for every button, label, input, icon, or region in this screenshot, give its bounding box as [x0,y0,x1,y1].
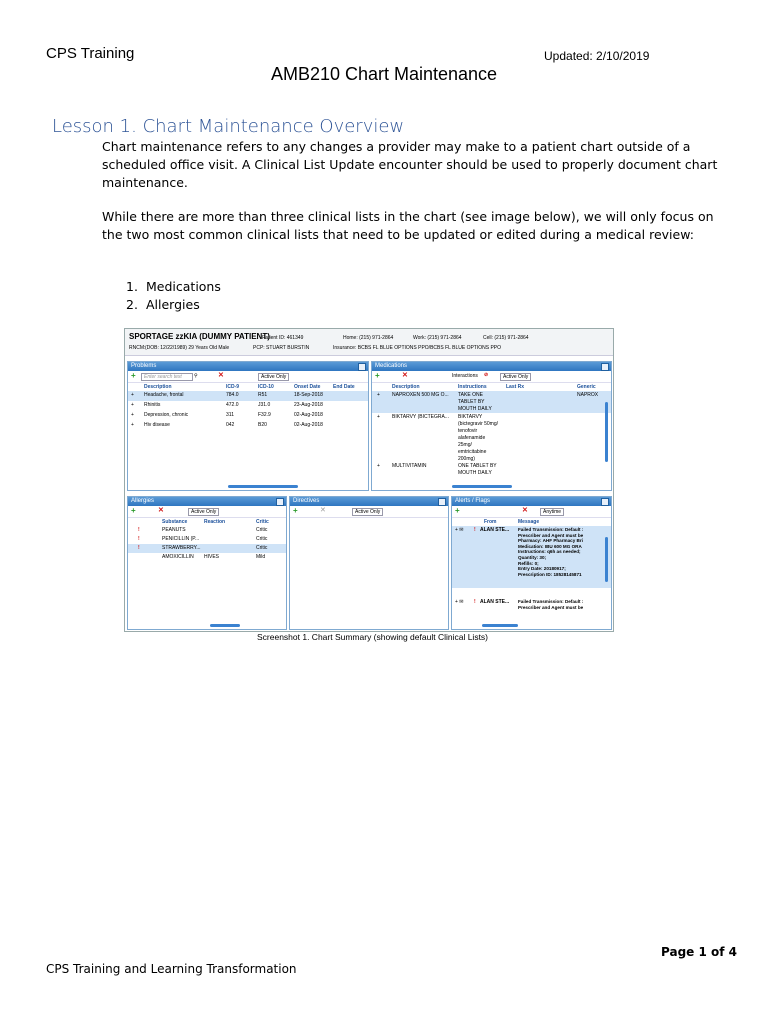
list-item: 2. Allergies [126,297,200,312]
directives-title: Directives [290,497,448,506]
no-interactions-icon: ⊘ [484,372,489,378]
patient-name: SPORTAGE zzKIA (DUMMY PATIENT) [129,332,270,341]
paragraph-2: While there are more than three clinical lists in the chart (see image below), we will only focus on the two most common clinical lists that need to be updated or edited during a medical review: [102,209,714,242]
page-number: Page 1 of 4 [661,945,737,959]
filter-select[interactable]: Active Only [500,373,531,381]
directives-toolbar [290,506,448,518]
patient-banner [125,329,613,356]
insurance: Insurance: BCBS FL BLUE OPTIONS PPO/BCBS FL BLUE OPTIONS PPO [333,345,502,351]
medications-title: Medications [372,362,611,371]
rncm: RNCM: [129,345,146,351]
maximize-icon[interactable] [438,498,446,506]
paragraph-1: Chart maintenance refers to any changes a provider may make to a patient chart outside of a scheduled office visit. A Clinical List Update encounter should be used to properly document chart maintenance. [102,139,718,190]
alerts-header: From Message [484,519,540,525]
problems-panel [127,361,369,491]
table-row[interactable]: + ✉ ! ALAN STE... Failed Transmission: Default : Prescriber and Agent must be [455,599,584,610]
alerts-title: Alerts / Flags [452,497,611,506]
table-row[interactable]: + Depression, chronic 311 F32.9 02-Aug-2018 [131,412,323,418]
add-icon[interactable]: + [375,371,380,380]
patient-id: Patient ID: 461349 [262,335,304,341]
home-phone: Home: (215) 971-2864 [343,335,394,341]
chart-summary-screenshot [124,328,614,632]
table-row[interactable]: ! STRAWBERRY... Critic [128,544,286,553]
allergies-panel [127,496,287,630]
clinical-list [126,278,221,314]
table-row[interactable]: + Rhinitis 472.0 J31.0 23-Aug-2018 [131,402,323,408]
filter-select[interactable]: Anytime [540,508,564,516]
filter-select[interactable]: Active Only [352,508,383,516]
maximize-icon[interactable] [601,363,609,371]
maximize-icon[interactable] [276,498,284,506]
delete-icon[interactable]: ✕ [402,372,408,379]
medications-header: Description Instructions Last Rx Generic [392,384,596,390]
table-row[interactable]: AMOXICILLIN HIVES Mild [162,554,266,560]
delete-icon[interactable]: ✕ [158,507,164,514]
footer-text: CPS Training and Learning Transformation [46,962,297,976]
directives-panel [289,496,449,630]
problems-toolbar [128,371,368,383]
table-row[interactable]: + Headache, frontal 784.0 R51 18-Sep-2018 [128,391,368,401]
maximize-icon[interactable] [601,498,609,506]
horizontal-scrollbar[interactable] [210,624,240,627]
table-row[interactable]: + Hiv disease 042 B20 02-Aug-2018 [131,422,323,428]
table-row[interactable]: + ✉ ! ALAN STE... Failed Transmission: Default : Prescriber and Agent must be Pharmacy: AHF Pharmacy Bri Medication: IBU 600 MG ORA Instructions: q6h as needed; Quantity: 30; Refills: 0; Entry Date: 20180917; Prescription ID: 18528145871 [452,526,611,588]
work-phone: Work: (215) 971-2864 [413,335,462,341]
allergies-title: Allergies [128,497,286,506]
allergies-header: Substance Reaction Critic [162,519,269,525]
updated-date: Updated: 2/10/2019 [544,49,650,63]
table-row[interactable]: + MULTIVITAMIN ONE TABLET BY MOUTH DAILY [377,463,497,476]
horizontal-scrollbar[interactable] [452,485,512,488]
add-icon[interactable]: + [293,506,298,515]
screenshot-caption: Screenshot 1. Chart Summary (showing default Clinical Lists) [257,632,489,642]
vertical-scrollbar[interactable] [605,402,608,462]
list-item: 1. Medications [126,279,221,294]
cell-phone: Cell: (215) 971-2864 [483,335,529,341]
delete-icon[interactable]: ✕ [320,507,326,514]
add-icon[interactable]: + [455,506,460,515]
vertical-scrollbar[interactable] [605,537,608,582]
table-row[interactable]: ! PEANUTS Critic [138,527,268,533]
table-row[interactable]: ! PENICILLIN (P... Critic [138,536,268,542]
document-title: AMB210 Chart Maintenance [270,64,498,84]
problems-title: Problems [128,362,368,371]
problems-header: Description ICD-9 ICD-10 Onset Date End Date [144,384,355,390]
medications-toolbar [372,371,611,383]
search-icon[interactable]: ⚲ [194,373,198,379]
maximize-icon[interactable] [358,363,366,371]
add-icon[interactable]: + [131,371,136,380]
dob: (DOB: 12/22/1989) 29 Years Old Male [145,345,230,351]
horizontal-scrollbar[interactable] [482,624,518,627]
table-row[interactable]: + NAPROXEN 500 MG O... TAKE ONE TABLET BY MOUTH DAILY NAPROX [372,391,611,413]
search-input[interactable]: Enter search text [141,373,193,381]
allergies-toolbar [128,506,286,518]
alerts-panel [451,496,612,630]
alerts-toolbar [452,506,611,518]
table-row[interactable]: + BIKTARVY (BICTEGRA... BIKTARVY (bictegravir 50mg/ tenofovir alafenamide 25mg/ emtricitabine 200mg) [377,414,499,462]
delete-icon[interactable]: ✕ [522,507,528,514]
header-left: CPS Training [46,45,135,62]
filter-select[interactable]: Active Only [258,373,289,381]
pcp: PCP: STUART BURSTIN [253,345,310,351]
horizontal-scrollbar[interactable] [228,485,298,488]
filter-select[interactable]: Active Only [188,508,219,516]
delete-icon[interactable]: ✕ [218,372,224,379]
medications-panel [371,361,612,491]
lesson-heading: Lesson 1. Chart Maintenance Overview [52,116,405,137]
interactions-label[interactable]: Interactions [452,373,478,379]
add-icon[interactable]: + [131,506,136,515]
